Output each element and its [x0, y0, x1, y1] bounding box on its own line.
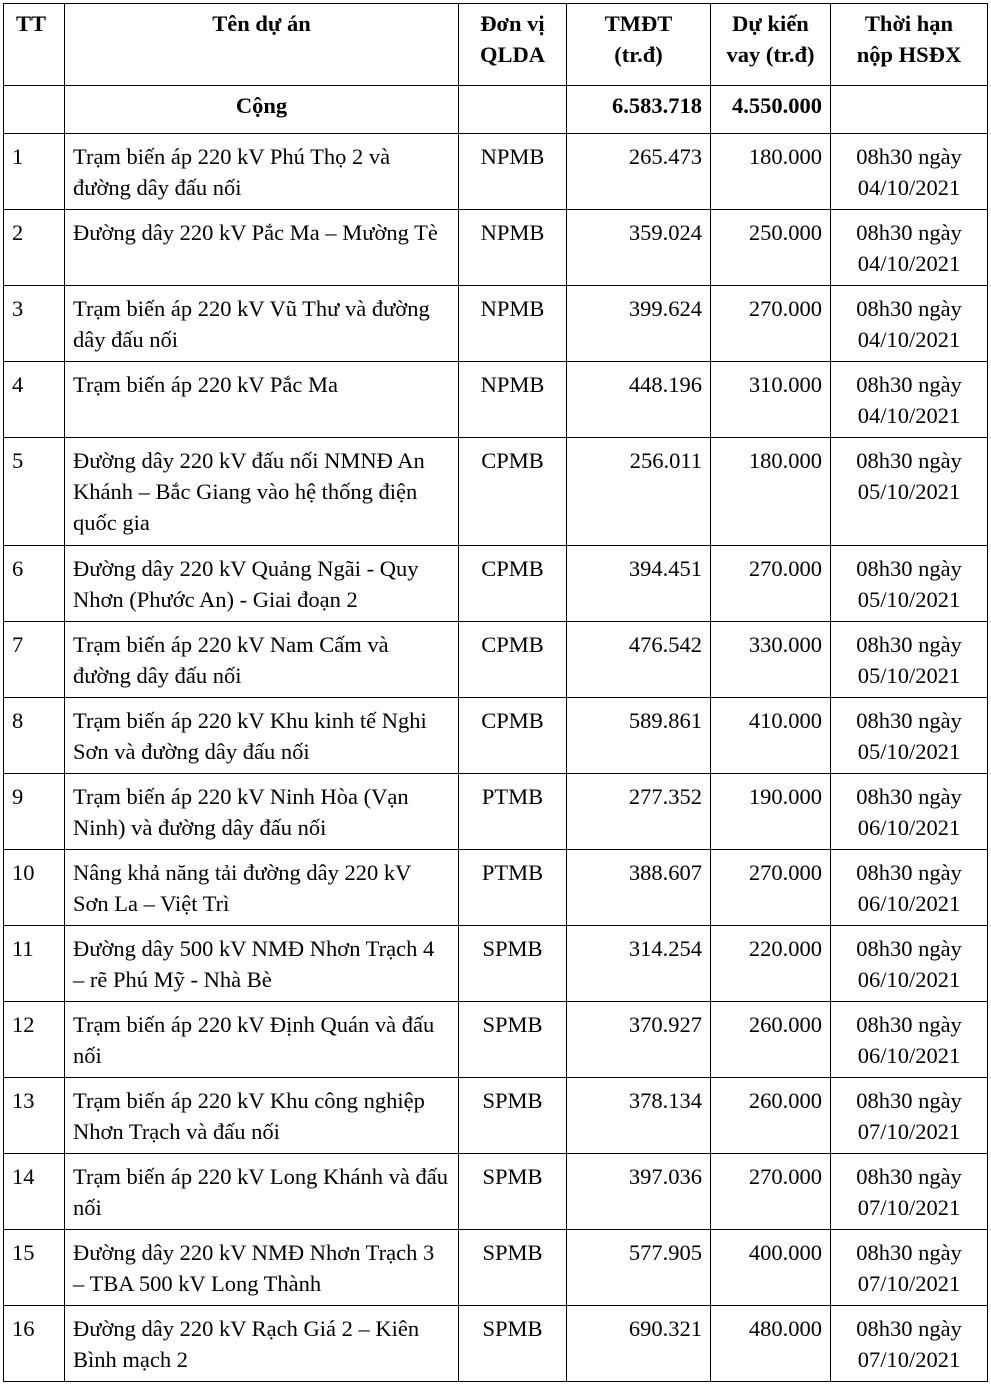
- row-management-unit: CPMB: [459, 698, 567, 774]
- row-deadline: 08h30 ngày 07/10/2021: [831, 1154, 988, 1230]
- row-tmdt: 370.927: [567, 1002, 711, 1078]
- row-project-name: Đường dây 500 kV NMĐ Nhơn Trạch 4 – rẽ Phú Mỹ - Nhà Bè: [65, 926, 459, 1002]
- row-tt: 16: [4, 1306, 65, 1382]
- row-loan: 270.000: [711, 546, 831, 622]
- row-tt: 3: [4, 286, 65, 362]
- row-tt: 13: [4, 1078, 65, 1154]
- row-project-name: Đường dây 220 kV đấu nối NMNĐ An Khánh – Bắc Giang vào hệ thống điện quốc gia: [65, 438, 459, 546]
- row-tt: 9: [4, 774, 65, 850]
- row-tt: 5: [4, 438, 65, 546]
- row-deadline: 08h30 ngày 04/10/2021: [831, 210, 988, 286]
- row-tt: 1: [4, 134, 65, 210]
- row-deadline: 08h30 ngày 04/10/2021: [831, 362, 988, 438]
- row-tt: 12: [4, 1002, 65, 1078]
- row-deadline: 08h30 ngày 04/10/2021: [831, 286, 988, 362]
- row-tmdt: 256.011: [567, 438, 711, 546]
- total-deadline-cell: [831, 86, 988, 134]
- header-project-name: Tên dự án: [65, 4, 459, 86]
- row-loan: 190.000: [711, 774, 831, 850]
- row-project-name: Trạm biến áp 220 kV Pắc Ma: [65, 362, 459, 438]
- row-tt: 4: [4, 362, 65, 438]
- total-tt-cell: [4, 86, 65, 134]
- row-tmdt: 577.905: [567, 1230, 711, 1306]
- row-loan: 220.000: [711, 926, 831, 1002]
- row-deadline: 08h30 ngày 06/10/2021: [831, 1002, 988, 1078]
- row-project-name: Trạm biến áp 220 kV Vũ Thư và đường dây đấu nối: [65, 286, 459, 362]
- row-tt: 10: [4, 850, 65, 926]
- row-tmdt: 448.196: [567, 362, 711, 438]
- row-management-unit: NPMB: [459, 286, 567, 362]
- row-loan: 260.000: [711, 1002, 831, 1078]
- table-row: [4, 698, 988, 774]
- row-loan: 330.000: [711, 622, 831, 698]
- header-tt: TT: [4, 4, 65, 86]
- row-project-name: Đường dây 220 kV NMĐ Nhơn Trạch 3 – TBA 500 kV Long Thành: [65, 1230, 459, 1306]
- row-management-unit: PTMB: [459, 850, 567, 926]
- row-deadline: 08h30 ngày 05/10/2021: [831, 438, 988, 546]
- header-row: [4, 4, 988, 86]
- table-row: [4, 438, 988, 546]
- row-deadline: 08h30 ngày 07/10/2021: [831, 1078, 988, 1154]
- table-row: [4, 362, 988, 438]
- row-project-name: Trạm biến áp 220 kV Ninh Hòa (Vạn Ninh) và đường dây đấu nối: [65, 774, 459, 850]
- total-row: [4, 86, 988, 134]
- row-tt: 6: [4, 546, 65, 622]
- row-tmdt: 359.024: [567, 210, 711, 286]
- table-row: [4, 1230, 988, 1306]
- total-label: Cộng: [65, 86, 459, 134]
- row-project-name: Trạm biến áp 220 kV Khu công nghiệp Nhơn Trạch và đấu nối: [65, 1078, 459, 1154]
- row-management-unit: SPMB: [459, 1078, 567, 1154]
- table-row: [4, 774, 988, 850]
- row-management-unit: NPMB: [459, 210, 567, 286]
- row-deadline: 08h30 ngày 05/10/2021: [831, 698, 988, 774]
- row-tmdt: 394.451: [567, 546, 711, 622]
- table-row: [4, 850, 988, 926]
- total-loan: 4.550.000: [711, 86, 831, 134]
- row-tmdt: 314.254: [567, 926, 711, 1002]
- total-unit-cell: [459, 86, 567, 134]
- row-loan: 480.000: [711, 1306, 831, 1382]
- row-tmdt: 476.542: [567, 622, 711, 698]
- row-project-name: Trạm biến áp 220 kV Nam Cấm và đường dây đấu nối: [65, 622, 459, 698]
- row-tmdt: 265.473: [567, 134, 711, 210]
- projects-table: [3, 3, 988, 1382]
- row-management-unit: PTMB: [459, 774, 567, 850]
- row-tmdt: 397.036: [567, 1154, 711, 1230]
- row-project-name: Trạm biến áp 220 kV Long Khánh và đấu nối: [65, 1154, 459, 1230]
- row-deadline: 08h30 ngày 06/10/2021: [831, 926, 988, 1002]
- table-row: [4, 926, 988, 1002]
- row-tt: 11: [4, 926, 65, 1002]
- row-tmdt: 378.134: [567, 1078, 711, 1154]
- row-tt: 14: [4, 1154, 65, 1230]
- table-row: [4, 546, 988, 622]
- row-project-name: Đường dây 220 kV Quảng Ngãi - Quy Nhơn (Phước An) - Giai đoạn 2: [65, 546, 459, 622]
- row-management-unit: SPMB: [459, 1002, 567, 1078]
- row-tt: 2: [4, 210, 65, 286]
- row-loan: 180.000: [711, 438, 831, 546]
- row-management-unit: SPMB: [459, 1230, 567, 1306]
- row-management-unit: SPMB: [459, 926, 567, 1002]
- header-total-investment: TMĐT (tr.đ): [567, 4, 711, 86]
- row-tt: 7: [4, 622, 65, 698]
- row-management-unit: NPMB: [459, 362, 567, 438]
- header-deadline: Thời hạn nộp HSĐX: [831, 4, 988, 86]
- row-project-name: Trạm biến áp 220 kV Phú Thọ 2 và đường dây đấu nối: [65, 134, 459, 210]
- table-row: [4, 1078, 988, 1154]
- row-tmdt: 589.861: [567, 698, 711, 774]
- row-loan: 270.000: [711, 850, 831, 926]
- row-loan: 410.000: [711, 698, 831, 774]
- row-deadline: 08h30 ngày 07/10/2021: [831, 1306, 988, 1382]
- table-row: [4, 1306, 988, 1382]
- row-management-unit: SPMB: [459, 1306, 567, 1382]
- row-tmdt: 277.352: [567, 774, 711, 850]
- table-row: [4, 1002, 988, 1078]
- row-loan: 250.000: [711, 210, 831, 286]
- row-loan: 270.000: [711, 286, 831, 362]
- row-deadline: 08h30 ngày 05/10/2021: [831, 622, 988, 698]
- header-expected-loan: Dự kiến vay (tr.đ): [711, 4, 831, 86]
- row-management-unit: NPMB: [459, 134, 567, 210]
- header-management-unit: Đơn vị QLDA: [459, 4, 567, 86]
- table-row: [4, 622, 988, 698]
- table-row: [4, 210, 988, 286]
- row-deadline: 08h30 ngày 07/10/2021: [831, 1230, 988, 1306]
- row-loan: 400.000: [711, 1230, 831, 1306]
- row-loan: 270.000: [711, 1154, 831, 1230]
- row-deadline: 08h30 ngày 05/10/2021: [831, 546, 988, 622]
- row-loan: 260.000: [711, 1078, 831, 1154]
- row-deadline: 08h30 ngày 06/10/2021: [831, 774, 988, 850]
- row-project-name: Nâng khả năng tải đường dây 220 kV Sơn La – Việt Trì: [65, 850, 459, 926]
- row-tt: 8: [4, 698, 65, 774]
- table-row: [4, 134, 988, 210]
- row-deadline: 08h30 ngày 06/10/2021: [831, 850, 988, 926]
- row-tt: 15: [4, 1230, 65, 1306]
- row-management-unit: CPMB: [459, 438, 567, 546]
- row-tmdt: 399.624: [567, 286, 711, 362]
- row-project-name: Đường dây 220 kV Rạch Giá 2 – Kiên Bình mạch 2: [65, 1306, 459, 1382]
- row-tmdt: 690.321: [567, 1306, 711, 1382]
- row-management-unit: SPMB: [459, 1154, 567, 1230]
- row-project-name: Trạm biến áp 220 kV Khu kinh tế Nghi Sơn và đường dây đấu nối: [65, 698, 459, 774]
- row-tmdt: 388.607: [567, 850, 711, 926]
- row-project-name: Đường dây 220 kV Pắc Ma – Mường Tè: [65, 210, 459, 286]
- table-row: [4, 1154, 988, 1230]
- row-loan: 310.000: [711, 362, 831, 438]
- row-project-name: Trạm biến áp 220 kV Định Quán và đấu nối: [65, 1002, 459, 1078]
- row-deadline: 08h30 ngày 04/10/2021: [831, 134, 988, 210]
- table-row: [4, 286, 988, 362]
- total-tmdt: 6.583.718: [567, 86, 711, 134]
- row-management-unit: CPMB: [459, 546, 567, 622]
- row-management-unit: CPMB: [459, 622, 567, 698]
- row-loan: 180.000: [711, 134, 831, 210]
